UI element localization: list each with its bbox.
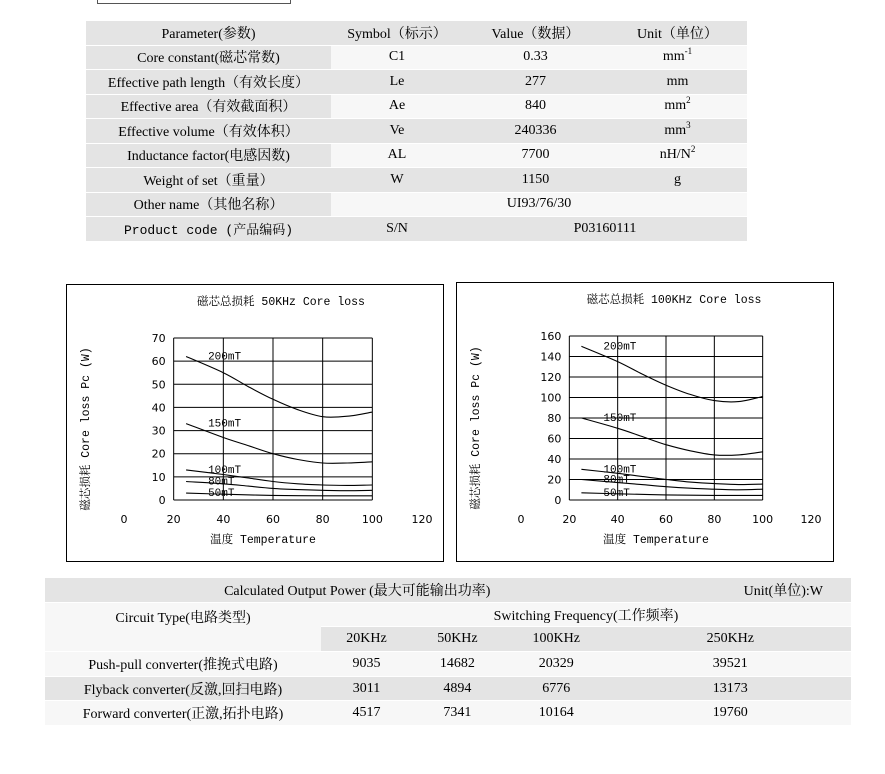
y-tick-label: 70	[151, 332, 166, 345]
top-rule	[97, 0, 291, 4]
x-tick-label: 40	[610, 513, 625, 526]
param-symbol: Ae	[331, 95, 463, 120]
series-label: 80mT	[208, 476, 235, 489]
header-value: Value（数据）	[463, 21, 608, 46]
x-tick-label: 120	[411, 513, 433, 526]
power-table-title: Calculated Output Power (最大可能输出功率)	[45, 578, 610, 603]
series-label: 200mT	[208, 351, 242, 364]
param-row	[86, 46, 747, 71]
header-symbol: Symbol（标示）	[331, 21, 463, 46]
series-label: 100mT	[603, 464, 637, 477]
param-name: Core constant(磁芯常数)	[86, 46, 331, 71]
y-tick-label: 100	[540, 391, 562, 405]
param-symbol: Ve	[331, 119, 463, 144]
y-tick-label: 160	[540, 330, 562, 343]
param-symbol: C1	[331, 46, 463, 71]
chart-50khz-svg	[67, 285, 443, 561]
y-tick-label: 0	[158, 494, 166, 507]
param-value: 0.33	[463, 46, 608, 71]
param-name: Effective area（有效截面积）	[86, 95, 331, 120]
x-tick-label: 80	[315, 513, 330, 526]
header-parameter: Parameter(参数)	[86, 21, 331, 46]
param-value: 240336	[463, 119, 608, 144]
power-value: 3011	[321, 677, 412, 702]
power-value: 4517	[321, 701, 412, 726]
x-tick-label: 100	[361, 513, 383, 526]
power-value: 10164	[503, 701, 610, 726]
series-label: 200mT	[603, 341, 637, 354]
core-loss-100khz-chart	[456, 282, 834, 562]
param-value: 277	[463, 70, 608, 95]
param-name: Inductance factor(电感因数)	[86, 144, 331, 169]
other-name-row	[86, 193, 747, 218]
other-name-label: Other name（其他名称）	[86, 193, 331, 218]
y-tick-label: 140	[540, 350, 562, 364]
y-tick-label: 60	[547, 432, 562, 446]
series-label: 150mT	[603, 413, 637, 425]
x-tick-label: 0	[517, 513, 525, 526]
power-value: 9035	[321, 652, 412, 677]
circuit-name: Flyback converter(反激,回扫电路)	[45, 677, 321, 702]
param-row	[86, 144, 747, 169]
product-code-label: Product code (产品编码)	[86, 217, 331, 242]
y-tick-label: 80	[547, 412, 562, 425]
param-unit: g	[608, 168, 747, 193]
y-tick-label: 40	[547, 453, 562, 466]
y-tick-label: 20	[547, 473, 562, 487]
parameters-header-row	[86, 21, 747, 46]
freq-header: 20KHz	[321, 627, 412, 652]
power-value: 14682	[412, 652, 503, 677]
product-code-value: P03160111	[463, 217, 747, 242]
y-tick-label: 0	[554, 494, 562, 507]
y-tick-label: 60	[151, 355, 166, 369]
series-label: 150mT	[208, 418, 242, 431]
circuit-name: Forward converter(正激,拓扑电路)	[45, 701, 321, 726]
x-axis-label: 温度 Temperature	[210, 534, 316, 547]
series-line	[581, 346, 762, 402]
y-tick-label: 40	[151, 401, 166, 415]
product-code-symbol: S/N	[331, 217, 463, 242]
power-value: 6776	[503, 677, 610, 702]
x-tick-label: 20	[562, 513, 577, 526]
param-value: 840	[463, 95, 608, 120]
x-tick-label: 40	[216, 513, 231, 526]
series-label: 50mT	[208, 488, 235, 501]
freq-header: 100KHz	[503, 627, 610, 652]
param-row	[86, 119, 747, 144]
power-value: 13173	[610, 677, 851, 702]
param-symbol: Le	[331, 70, 463, 95]
series-label: 100mT	[208, 464, 242, 477]
circuit-type-label: Circuit Type(电路类型)	[45, 603, 321, 652]
power-value: 39521	[610, 652, 851, 677]
other-name-value: UI93/76/30	[331, 193, 747, 218]
switching-frequency-label: Switching Frequency(工作频率)	[321, 603, 851, 628]
series-label: 80mT	[603, 474, 630, 487]
power-freq-label-row	[45, 603, 851, 628]
x-axis-label: 温度 Temperature	[603, 534, 709, 547]
x-tick-label: 120	[800, 513, 822, 526]
param-unit: mm	[608, 70, 747, 95]
param-symbol: W	[331, 168, 463, 193]
x-tick-label: 80	[707, 513, 722, 526]
chart-title: 磁芯总损耗 100KHz Core loss	[586, 294, 762, 307]
x-tick-label: 60	[659, 513, 673, 526]
param-symbol: AL	[331, 144, 463, 169]
y-tick-label: 50	[151, 378, 166, 392]
param-unit: $nH/N^2$	[608, 144, 747, 169]
param-row	[86, 70, 747, 95]
y-axis-label: 磁芯损耗 Core loss Pc (W)	[470, 346, 483, 510]
param-row	[86, 95, 747, 120]
x-tick-label: 0	[120, 513, 128, 526]
param-value: 1150	[463, 168, 608, 193]
power-title-row	[45, 578, 851, 603]
x-tick-label: 100	[752, 513, 774, 526]
y-axis-label: 磁芯损耗 Core loss Pc (W)	[80, 347, 93, 511]
core-loss-50khz-chart	[66, 284, 444, 562]
header-unit: Unit（单位）	[608, 21, 747, 46]
param-unit: $mm^{-1}$	[608, 46, 747, 71]
param-name: Effective path length（有效长度）	[86, 70, 331, 95]
param-value: 7700	[463, 144, 608, 169]
param-unit: $mm^3$	[608, 119, 747, 144]
power-table-unit: Unit(单位):W	[610, 578, 851, 603]
chart-100khz-svg	[457, 283, 833, 561]
x-tick-label: 60	[266, 513, 280, 526]
power-value: 19760	[610, 701, 851, 726]
x-tick-label: 20	[166, 513, 181, 526]
power-row	[45, 677, 851, 702]
power-value: 4894	[412, 677, 503, 702]
freq-header: 250KHz	[610, 627, 851, 652]
power-value: 7341	[412, 701, 503, 726]
y-tick-label: 120	[540, 371, 562, 384]
product-code-row	[86, 217, 747, 242]
y-tick-label: 10	[151, 470, 166, 484]
param-unit: $mm^2$	[608, 95, 747, 120]
parameters-table	[86, 21, 747, 242]
power-row	[45, 652, 851, 677]
circuit-name: Push-pull converter(推挽式电路)	[45, 652, 321, 677]
param-name: Effective volume（有效体积）	[86, 119, 331, 144]
power-row	[45, 701, 851, 726]
freq-header: 50KHz	[412, 627, 503, 652]
power-value: 20329	[503, 652, 610, 677]
y-tick-label: 20	[151, 447, 166, 461]
param-name: Weight of set（重量）	[86, 168, 331, 193]
chart-title: 磁芯总损耗 50KHz Core loss	[197, 296, 365, 309]
series-label: 50mT	[603, 487, 630, 500]
series-line	[186, 357, 372, 418]
param-row	[86, 168, 747, 193]
y-tick-label: 30	[151, 424, 166, 438]
output-power-table	[45, 578, 851, 726]
